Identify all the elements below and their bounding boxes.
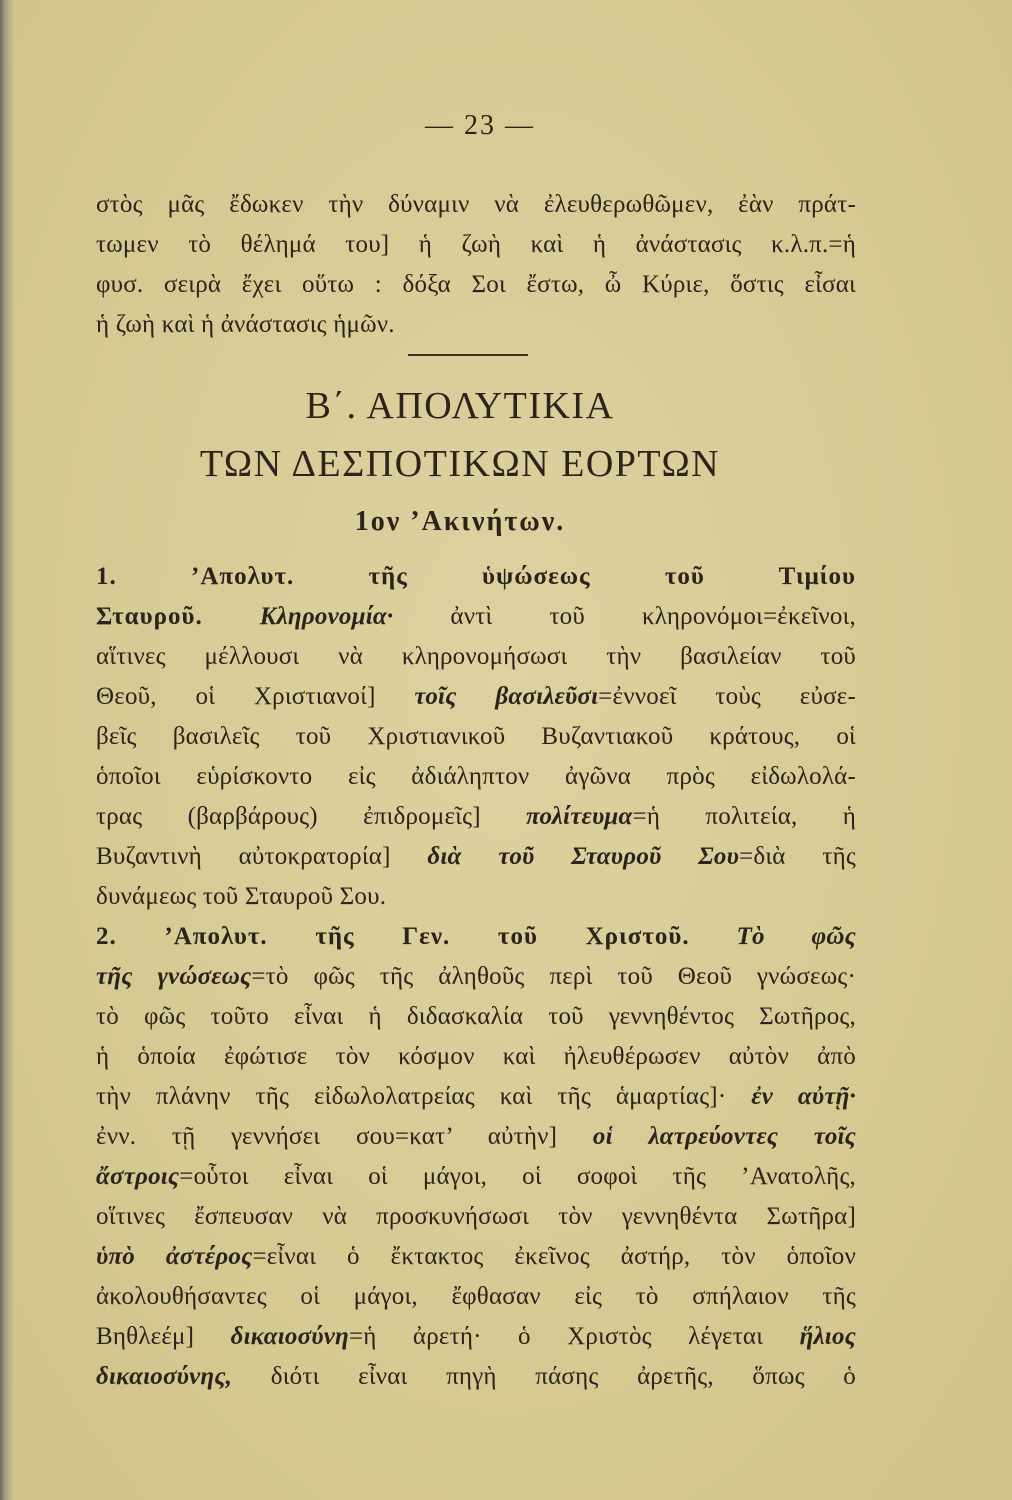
lemma: τοῖς βασιλεῦσι: [414, 683, 599, 710]
gloss: =διὰ τῆς: [739, 843, 856, 870]
lemma: ἄστροις: [96, 1163, 180, 1190]
gloss: διότι εἶναι πηγὴ πάσης ἀρετῆς, ὅπως ὁ: [270, 1363, 856, 1390]
body-line: [96, 840, 856, 874]
gloss: =ἡ ἀρετή· ὁ Χριστὸς λέγεται: [348, 1323, 764, 1350]
gloss: τὴν πλάνην τῆς εἰδωλολατρείας καὶ τῆς ἁμαρτίας]·: [96, 1083, 727, 1110]
gloss: =τὸ φῶς τῆς ἀληθοῦς περὶ τοῦ Θεοῦ γνώσεως·: [251, 963, 856, 990]
gloss: ἐνν. τῇ γεννήσει σου=κατ’ αὐτὴν]: [96, 1123, 558, 1150]
lemma: ἐν αὐτῇ·: [751, 1083, 856, 1110]
lemma: ἥλιος: [799, 1323, 857, 1350]
gloss: Βυζαντινὴ αὐτοκρατορία]: [96, 843, 391, 870]
item-heading: 2. ’Απολυτ. τῆς Γεν. τοῦ Χριστοῦ.: [96, 923, 690, 950]
gloss: =ἡ πολιτεία, ἡ: [632, 803, 856, 830]
lemma: διὰ τοῦ Σταυροῦ Σου: [427, 843, 740, 870]
lemma: πολίτευμα: [526, 803, 633, 830]
body-line: [96, 1240, 856, 1274]
section-title: Β΄. ΑΠΟΛΥΤΙΚΙΑ: [305, 385, 615, 427]
gloss: =εἶναι ὁ ἔκτακτος ἐκεῖνος ἀστήρ, τὸν ὁποῖον: [252, 1243, 856, 1270]
gloss: =ἐννοεῖ τοὺς εὐσε-: [598, 683, 856, 710]
lemma: Κληρονομία·: [259, 603, 394, 630]
body-line: [96, 1160, 856, 1194]
body-line: ὁποῖοι εὑρίσκοντο εἰς ἀδιάληπτον ἀγῶνα πρὸς εἰδωλολά-: [96, 763, 856, 790]
body-line: [96, 1120, 856, 1154]
section-divider: [408, 354, 528, 356]
body-line: τὸ φῶς τοῦτο εἶναι ἡ διδασκαλία τοῦ γεννηθέντος Σωτῆρος,: [96, 1003, 856, 1030]
lemma: οἱ λατρεύοντες τοῖς: [592, 1123, 857, 1150]
body-line: [96, 920, 856, 954]
body-line: [96, 680, 856, 714]
lemma: δικαιοσύνης,: [96, 1363, 233, 1390]
item-heading-cont: Σταυροῦ.: [96, 603, 203, 630]
gloss: τρας (βαρβάρους) ἐπιδρομεῖς]: [96, 803, 481, 830]
body-line: [96, 560, 856, 594]
body-line: [96, 800, 856, 834]
item-heading: 1. ’Απολυτ. τῆς ὑψώσεως τοῦ Τιμίου: [96, 563, 856, 590]
body-line: ἡ ὁποία ἐφώτισε τὸν κόσμον καὶ ἠλευθέρωσεν αὐτὸν ἀπὸ: [96, 1043, 856, 1070]
page-number: — 23 —: [425, 110, 535, 141]
page-binding-edge: [0, 0, 14, 1500]
lemma: ὑπὸ ἀστέρος: [96, 1243, 253, 1270]
intro-line: φυσ. σειρὰ ἔχει οὕτω : δόξα Σοι ἔστω, ὦ Κύριε, ὅστις εἶσαι: [96, 271, 856, 298]
body-line: [96, 1320, 856, 1354]
body-line: [96, 600, 856, 634]
lemma: δικαιοσύνη: [230, 1323, 349, 1350]
gloss: ἀντὶ τοῦ κληρονόμοι=ἐκεῖνοι,: [450, 603, 856, 630]
body-line: [96, 1080, 856, 1114]
intro-line: ἡ ζωὴ καὶ ἡ ἀνάστασις ἡμῶν.: [96, 311, 395, 338]
body-line: βεῖς βασιλεῖς τοῦ Χριστιανικοῦ Βυζαντιακοῦ κράτους, οἱ: [96, 723, 856, 750]
body-line: [96, 1360, 856, 1394]
section-title-line2: ΤΩΝ ΔΕΣΠΟΤΙΚΩΝ ΕΟΡΤΩΝ: [199, 443, 721, 485]
gloss: Βηθλεέμ]: [96, 1323, 195, 1350]
body-line: οἵτινες ἔσπευσαν νὰ προσκυνήσωσι τὸν γεννηθέντα Σωτῆρα]: [96, 1203, 856, 1230]
intro-line: στὸς μᾶς ἔδωκεν τὴν δύναμιν νὰ ἐλευθερωθῶμεν, ἐὰν πράτ-: [96, 191, 856, 218]
gloss: Θεοῦ, οἱ Χριστιανοί]: [96, 683, 376, 710]
gloss: =οὗτοι εἶναι οἱ μάγοι, οἱ σοφοὶ τῆς ’Ανατολῆς,: [179, 1163, 856, 1190]
body-line: αἵτινες μέλλουσι νὰ κληρονομήσωσι τὴν βασιλείαν τοῦ: [96, 643, 856, 670]
section-subtitle: 1ον ’Ακινήτων.: [354, 506, 566, 537]
lemma: τῆς γνώσεως: [96, 963, 252, 990]
body-line: [96, 960, 856, 994]
body-line: δυνάμεως τοῦ Σταυροῦ Σου.: [96, 883, 387, 910]
intro-line: τωμεν τὸ θέλημά του] ἡ ζωὴ καὶ ἡ ἀνάστασις κ.λ.π.=ἡ: [96, 231, 856, 258]
lemma: Τὸ φῶς: [736, 923, 856, 950]
body-line: ἀκολουθήσαντες οἱ μάγοι, ἔφθασαν εἰς τὸ σπήλαιον τῆς: [96, 1283, 856, 1310]
